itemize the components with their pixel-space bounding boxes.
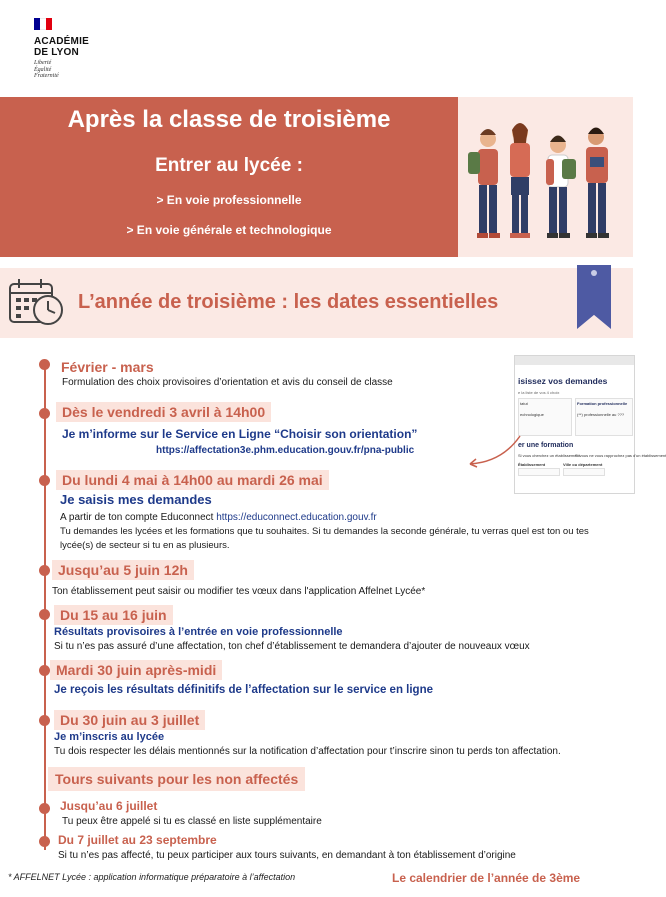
screenshot-col2b: (**) professionnelle au ???: [577, 412, 625, 417]
date-6-juillet: Jusqu’au 6 juillet: [60, 799, 158, 813]
screenshot-heading-2: er une formation: [518, 442, 574, 449]
text-educonnect: [60, 510, 377, 525]
academie-logo: [14, 14, 96, 86]
date-3-avril: Dès le vendredi 3 avril à 14h00: [56, 402, 271, 422]
logo-line-1: ACADÉMIE: [34, 36, 89, 47]
logo-motto: [34, 60, 59, 80]
section-title: L’année de troisième : les dates essentielles: [78, 291, 499, 313]
tours-title: Tours suivants pour les non affectés: [48, 767, 305, 791]
students-illustration: [458, 97, 633, 257]
timeline-dot: [39, 715, 50, 726]
screenshot-window-bar: [515, 356, 634, 365]
text-fevrier-mars: Formulation des choix provisoires d’orientation et avis du conseil de classe: [62, 377, 393, 388]
subtitle-resultats-provisoires: Résultats provisoires à l’entrée en voie professionnelle: [54, 626, 343, 638]
timeline-dot: [39, 803, 50, 814]
subtitle-resultats-definitifs: Je reçois les résultats définitifs de l’affectation sur le service en ligne: [54, 684, 434, 696]
text-5-juin: Ton établissement peut saisir ou modifier tes vœux dans l'application Affelnet Lycée*: [52, 586, 426, 597]
date-fevrier-mars: Février - mars: [61, 359, 154, 375]
screenshot-col1: tatut: [520, 401, 528, 406]
subtitle-inscris-lycee: Je m’inscris au lycée: [54, 731, 165, 743]
pointer-arrow-icon: [462, 432, 522, 472]
timeline-dot: [39, 836, 50, 847]
motto-fraternite: Fraternité: [34, 73, 59, 79]
route-general: > En voie générale et technologique: [126, 223, 332, 237]
timeline-dot: [39, 359, 50, 370]
link-educonnect[interactable]: https://educonnect.education.gouv.fr: [216, 512, 377, 523]
page-subtitle: Entrer au lycée :: [155, 155, 303, 176]
timeline-dot: [39, 665, 50, 676]
screenshot-note-2: Si vous ne vous rapprochez pas d'un établissement: [575, 453, 666, 458]
date-30-juin-3-juillet: Du 30 juin au 3 juillet: [54, 710, 205, 730]
text-demandes-2: lycée(s) de secteur si tu en as plusieurs.: [60, 540, 230, 551]
screenshot-col1b: echnologique: [520, 412, 544, 417]
service-screenshot: [514, 355, 666, 494]
text-7-juillet: Si tu n’es pas affecté, tu peux participer aux tours suivants, en demandant à ton établissement d’origine: [58, 850, 516, 861]
date-4-mai: Du lundi 4 mai à 14h00 au mardi 26 mai: [56, 470, 329, 490]
screenshot-sub: e la liste de vos 4 choix: [518, 390, 560, 395]
header-banner: [0, 97, 458, 257]
date-15-juin: Du 15 au 16 juin: [54, 605, 173, 625]
logo-name: [34, 36, 89, 58]
timeline-line: [44, 362, 46, 850]
text-15-juin: Si tu n’es pas assuré d’une affectation, ton chef d’établissement te demandera d’ajouter de nouveaux vœux: [54, 641, 530, 652]
timeline-dot: [39, 565, 50, 576]
route-professional: > En voie professionnelle: [156, 193, 302, 207]
screenshot-small-2: Ville ou département: [563, 462, 603, 467]
date-5-juin: Jusqu’au 5 juin 12h: [52, 560, 194, 580]
subtitle-saisis-demandes: Je saisis mes demandes: [60, 492, 212, 507]
date-7-juillet: Du 7 juillet au 23 septembre: [58, 833, 217, 847]
link-affectation[interactable]: https://affectation3e.phm.education.gouv.fr/pna-public: [156, 445, 415, 456]
french-flag-icon: [34, 18, 52, 30]
screenshot-note-1: Si vous cherchez un établissement: [518, 453, 580, 458]
page-title: Après la classe de troisième: [67, 106, 391, 133]
ribbon-dot: [591, 270, 597, 276]
text-educonnect-prefix: A partir de ton compte Educonnect: [60, 512, 217, 523]
date-30-juin: Mardi 30 juin après-midi: [50, 660, 222, 680]
motto-liberte: Liberté: [34, 60, 52, 66]
motto-egalite: Égalité: [34, 66, 52, 73]
footnote: * AFFELNET Lycée : application informatique préparatoire à l’affectation: [8, 872, 296, 882]
timeline-dot: [39, 609, 50, 620]
calendar-clock-icon: [8, 276, 68, 328]
logo-line-2: DE LYON: [34, 47, 79, 58]
timeline-dot: [39, 475, 50, 486]
text-inscris-lycee: Tu dois respecter les délais mentionnés sur la notification d’affectation pour t’inscrire sinon tu perds ton affectation.: [54, 746, 561, 757]
screenshot-field-1: [518, 468, 560, 476]
text-demandes-1: Tu demandes les lycées et les formations que tu souhaites. Si tu demandes la seconde générale, tu verras quel est ton ou tes: [60, 526, 589, 537]
subtitle-choisir-orientation: Je m’informe sur le Service en Ligne “Choisir son orientation”: [62, 427, 418, 441]
screenshot-field-2: [563, 468, 605, 476]
screenshot-small-1: Établissement: [518, 462, 546, 467]
timeline-dot: [39, 408, 50, 419]
screenshot-heading: isissez vos demandes: [518, 376, 608, 386]
footer-title: Le calendrier de l’année de 3ème: [392, 871, 581, 885]
screenshot-col2: Formation professionnelle: [577, 401, 628, 406]
text-6-juillet: Tu peux être appelé si tu es classé en liste supplémentaire: [62, 816, 322, 827]
students-illustration-icon: [458, 97, 633, 257]
